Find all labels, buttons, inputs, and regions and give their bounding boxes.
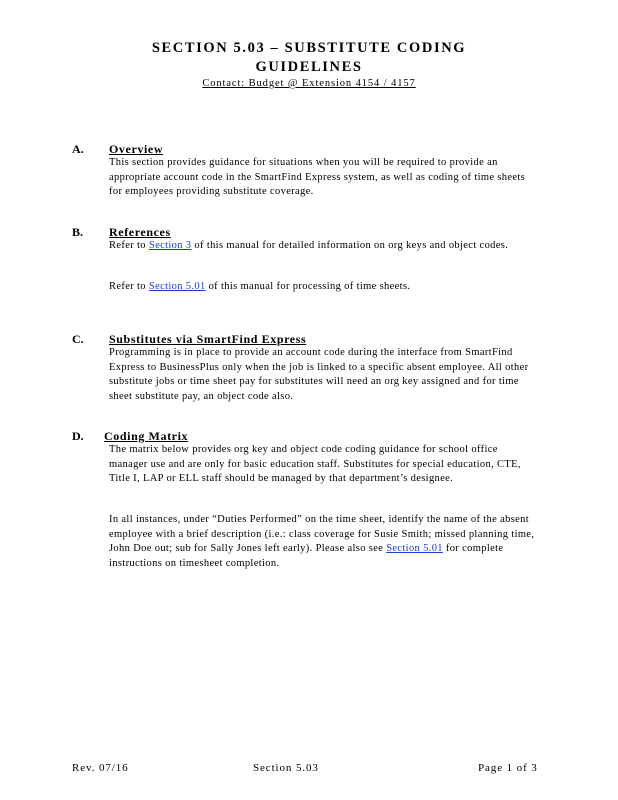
reference-text: of this manual for processing of time sheets. [205, 281, 411, 292]
section-5-01-link[interactable]: Section 5.01 [386, 543, 443, 555]
section-5-01-link[interactable]: Section 5.01 [148, 281, 206, 292]
contact-line [40, 78, 578, 89]
section-paragraph [109, 239, 539, 254]
footer-section: Section 5.03 [253, 762, 319, 774]
footer-page-number: Page 1 of 3 [478, 762, 538, 774]
section-paragraph: Programming is in place to provide an account code during the interface from SmartFind Express to BusinessPlus only when the job is linked to a specific absent employee. All other substitute jobs or time sheet pay for substitutes will need an org key assigned and for time sheet substitute pay, an object code also. [109, 347, 529, 402]
section-heading: Coding Matrix [104, 429, 189, 443]
section-letter: A. [72, 142, 84, 156]
section-letter: D. [72, 429, 84, 443]
section-heading: Substitutes via SmartFind Express [109, 332, 307, 346]
contact-text: Contact: Budget @ Extension 4154 / 4157 [202, 78, 416, 89]
reference-text: Refer to [109, 240, 149, 251]
section-3-link[interactable]: Section 3 [148, 240, 192, 251]
instruction-text: In all instances, under “Duties Performed” on the time sheet, identify the name of the absent employee with a brief description (i.e.: class coverage for Susie Smith; missed planning time, John Doe out; sub for Sally Jones left early). Please also see [109, 514, 535, 555]
footer-revision: Rev. 07/16 [72, 762, 129, 774]
page-title-continued: GUIDELINES [255, 59, 363, 75]
section-paragraph [109, 513, 539, 571]
section-heading: Overview [109, 142, 164, 156]
page-title: SECTION 5.03 – SUBSTITUTE CODING [151, 40, 467, 56]
section-letter: C. [72, 332, 84, 346]
section-paragraph [109, 280, 539, 295]
instruction-text: for complete instructions on timesheet completion. [109, 543, 504, 569]
section-paragraph: The matrix below provides org key and object code coding guidance for school office manager use and are only for basic education staff. Substitutes for special education, CTE, Title I, LAP or ELL staff should be managed by that department’s designee. [109, 444, 521, 485]
reference-text: of this manual for detailed information on org keys and object codes. [191, 240, 509, 251]
section-paragraph: This section provides guidance for situations when you will be required to provide an appropriate account code in the SmartFind Express system, as well as coding of time sheets for employees providing substitute coverage. [109, 157, 526, 198]
section-letter: B. [72, 225, 84, 239]
reference-text: Refer to [109, 281, 149, 292]
section-heading: References [109, 225, 171, 239]
